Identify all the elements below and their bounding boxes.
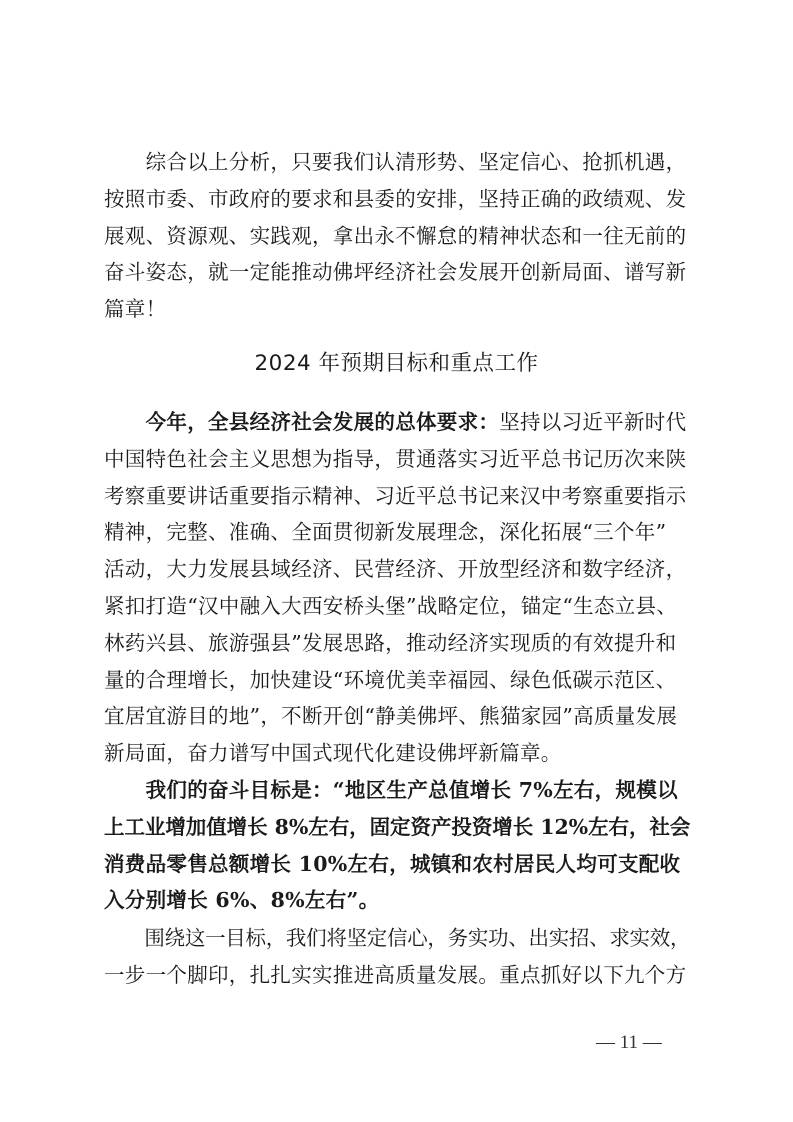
paragraph-line: 我们的奋斗目标是：“地区生产总值增长 7%左右，规模以 — [104, 778, 678, 802]
paragraph-general-requirements — [104, 404, 690, 772]
requirements-first-rest: 坚持以习近平新时代 — [499, 410, 687, 434]
paragraph-line: 精神，完整、准确、全面贯彻新发展理念，深化拓展“三个年” — [104, 520, 667, 545]
paragraph-line: 入分别增长 6%、8%左右”。 — [104, 888, 380, 913]
paragraph-first-line — [104, 404, 690, 441]
requirements-lead: 今年，全县经济社会发展的总体要求： — [104, 410, 500, 434]
paragraph-goals — [104, 772, 690, 919]
paragraph-line: 新局面，奋力谱写中国式现代化建设佛坪新篇章。 — [104, 741, 562, 766]
paragraph-line: 综合以上分析，只要我们认清形势、坚定信心、抢抓机遇， — [104, 150, 687, 174]
paragraph-line: 考察重要讲话重要指示精神、习近平总书记来汉中考察重要指示 — [104, 483, 687, 508]
section-heading: 2024 年预期目标和重点工作 — [254, 351, 539, 376]
paragraph-line: 篇章！ — [104, 297, 167, 322]
paragraph-line: 上工业增加值增长 8%左右，固定资产投资增长 12%左右，社会 — [104, 814, 691, 839]
paragraph-line: 紧扣打造“汉中融入大西安桥头堡”战略定位，锚定“生态立县、 — [104, 593, 678, 618]
paragraph-line: 林药兴县、旅游强县”发展思路，推动经济实现质的有效提升和 — [104, 630, 677, 655]
paragraph-conclusion — [104, 144, 690, 328]
paragraph-line: 一步一个脚印，扎扎实实推进高质量发展。重点抓好以下九个方 — [104, 962, 687, 987]
page-number: — 11 — — [596, 1032, 662, 1053]
paragraph-line: 宜居宜游目的地”，不断开创“静美佛坪、熊猫家园”高质量发展 — [104, 704, 678, 729]
paragraph-line: 奋斗姿态，就一定能推动佛坪经济社会发展开创新局面、谱写新 — [104, 260, 687, 285]
paragraph-line: 中国特色社会主义思想为指导，贯通落实习近平总书记历次来陕 — [104, 446, 687, 471]
paragraph-line: 按照市委、市政府的要求和县委的安排，坚持正确的政绩观、发 — [104, 186, 687, 211]
paragraph-line: 展观、资源观、实践观，拿出永不懈怠的精神状态和一往无前的 — [104, 223, 687, 248]
paragraph-line: 量的合理增长，加快建设“环境优美幸福园、绿色低碳示范区、 — [104, 667, 677, 692]
paragraph-line: 消费品零售总额增长 10%左右，城镇和农村居民人均可支配收 — [104, 851, 681, 876]
paragraph-line: 围绕这一目标，我们将坚定信心，务实功、出实招、求实效， — [104, 926, 691, 950]
paragraph-focus — [104, 920, 690, 994]
paragraph-line: 活动，大力发展县域经济、民营经济、开放型经济和数字经济， — [104, 557, 687, 582]
